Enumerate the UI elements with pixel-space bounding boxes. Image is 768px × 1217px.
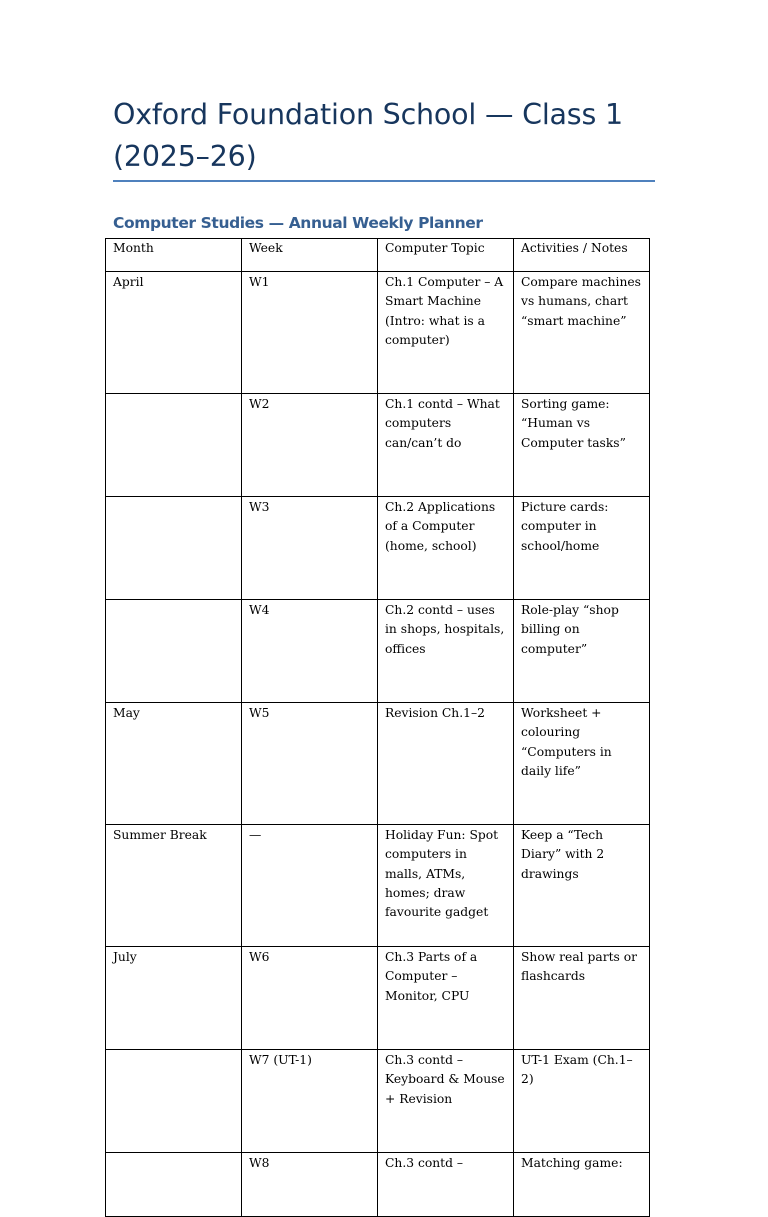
cell-topic: [378, 947, 514, 1050]
cell-month: [106, 1050, 242, 1153]
cell-text: Keep a “Tech Diary” with 2 drawings: [521, 828, 605, 881]
cell-activities: [514, 825, 650, 947]
cell-week: [242, 1153, 378, 1217]
header-computer-topic: Computer Topic: [378, 239, 514, 272]
cell-topic: [378, 703, 514, 825]
cell-text: W6: [249, 950, 270, 964]
header-week: Week: [242, 239, 378, 272]
cell-topic: [378, 394, 514, 497]
cell-text: Worksheet + colouring “Computers in daily life”: [521, 706, 612, 778]
cell-week: [242, 825, 378, 947]
cell-week: [242, 272, 378, 394]
cell-week: [242, 947, 378, 1050]
cell-month: [106, 703, 242, 825]
cell-text: Picture cards: computer in school/home: [521, 500, 609, 553]
cell-week: [242, 1050, 378, 1153]
cell-text: July: [113, 950, 137, 964]
cell-activities: [514, 394, 650, 497]
cell-topic: [378, 1153, 514, 1217]
cell-text: Role-play “shop billing on computer”: [521, 603, 619, 656]
table-row: [106, 600, 650, 703]
cell-text: Ch.3 contd – Keyboard & Mouse + Revision: [385, 1053, 505, 1106]
cell-text: W7 (UT-1): [249, 1053, 312, 1067]
planner-subtitle: Computer Studies — Annual Weekly Planner: [113, 214, 483, 232]
cell-text: Ch.1 contd – What computers can/can’t do: [385, 397, 500, 450]
cell-week: [242, 600, 378, 703]
table-row: [106, 272, 650, 394]
cell-month: [106, 497, 242, 600]
cell-week: [242, 394, 378, 497]
cell-activities: [514, 272, 650, 394]
cell-activities: [514, 703, 650, 825]
cell-topic: [378, 272, 514, 394]
cell-activities: [514, 1153, 650, 1217]
cell-activities: [514, 600, 650, 703]
cell-activities: [514, 1050, 650, 1153]
table-row: [106, 947, 650, 1050]
cell-text: Sorting game: “Human vs Computer tasks”: [521, 397, 626, 450]
cell-text: W2: [249, 397, 270, 411]
weekly-planner-table: [105, 238, 650, 1217]
cell-text: Ch.3 Parts of a Computer – Monitor, CPU: [385, 950, 478, 1003]
cell-text: Ch.2 Applications of a Computer (home, school): [385, 500, 496, 553]
cell-topic: [378, 600, 514, 703]
cell-text: W8: [249, 1156, 270, 1170]
cell-month: [106, 394, 242, 497]
cell-text: Show real parts or flashcards: [521, 950, 638, 984]
header-month: Month: [106, 239, 242, 272]
cell-text: April: [113, 275, 144, 289]
cell-text: Revision Ch.1–2: [385, 706, 485, 720]
title-underline: [113, 180, 655, 182]
document-title: Oxford Foundation School — Class 1 (2025–26): [113, 98, 623, 173]
cell-text: W1: [249, 275, 270, 289]
table-row: [106, 1050, 650, 1153]
table-row: [106, 825, 650, 947]
table-row: [106, 394, 650, 497]
cell-text: W4: [249, 603, 270, 617]
cell-topic: [378, 825, 514, 947]
table-row: [106, 703, 650, 825]
header-activities-notes: Activities / Notes: [514, 239, 650, 272]
cell-topic: [378, 1050, 514, 1153]
cell-text: Summer Break: [113, 828, 207, 842]
table-header-row: [106, 239, 650, 272]
cell-text: Ch.3 contd –: [385, 1156, 464, 1170]
cell-month: [106, 825, 242, 947]
table-row: [106, 1153, 650, 1217]
cell-text: Holiday Fun: Spot computers in malls, ATMs, homes; draw favourite gadget: [385, 828, 499, 920]
cell-text: W3: [249, 500, 270, 514]
table-row: [106, 497, 650, 600]
cell-week: [242, 703, 378, 825]
cell-text: UT-1 Exam (Ch.1–2): [521, 1053, 633, 1087]
cell-text: Ch.2 contd – uses in shops, hospitals, offices: [385, 603, 505, 656]
cell-text: —: [249, 828, 262, 842]
cell-text: Compare machines vs humans, chart “smart machine”: [521, 275, 641, 328]
cell-month: [106, 600, 242, 703]
cell-month: [106, 1153, 242, 1217]
cell-activities: [514, 947, 650, 1050]
cell-text: Ch.1 Computer – A Smart Machine (Intro: what is a computer): [385, 275, 504, 347]
cell-week: [242, 497, 378, 600]
cell-activities: [514, 497, 650, 600]
cell-topic: [378, 497, 514, 600]
cell-text: May: [113, 706, 140, 720]
cell-month: [106, 947, 242, 1050]
cell-month: [106, 272, 242, 394]
cell-text: W5: [249, 706, 270, 720]
cell-text: Matching game:: [521, 1156, 623, 1170]
